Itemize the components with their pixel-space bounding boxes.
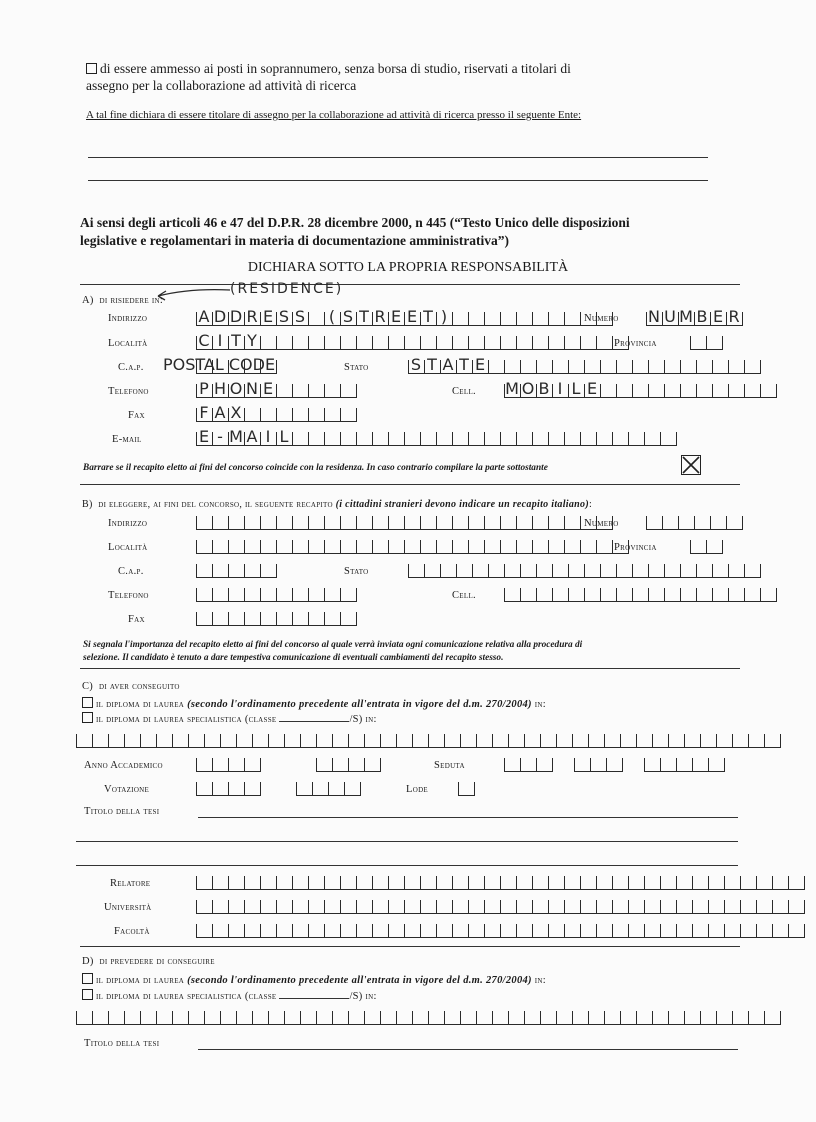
declaration-divider [80,284,740,285]
seduta-year-field[interactable] [644,757,724,772]
annotation-arrow-icon [150,286,232,302]
b-label-cell: Cell. [452,590,476,601]
recapito-note-line2: selezione. Il candidato è tenuto a dare tempestiva comunicazione di eventuali cambiamenti del recapito stesso. [83,653,504,663]
b-label-stato: Stato [344,566,369,577]
label-stato: Stato [344,362,369,373]
b-numero-field[interactable] [646,515,742,530]
legal-reference-line2: legislative e regolamentari in materia di documentazione amministrativa”) [80,233,510,248]
ente-line-1[interactable] [88,157,708,158]
d-label-titolo-tesi: Titolo della tesi [84,1038,160,1049]
check-x-icon [682,456,700,474]
declaration-title: DICHIARA SOTTO LA PROPRIA RESPONSABILITÀ [247,260,569,275]
numero-field[interactable]: N U M B E R [646,311,742,326]
label-facolta: Facoltà [114,926,150,937]
label-titolo-tesi: Titolo della tesi [84,806,160,817]
b-label-localita: Località [108,542,148,553]
assegno-statement: A tal fine dichiara di essere titolare di assegno per la collaborazione ad attività di ricerca presso il seguente Ente: [86,109,582,121]
section-b-heading: B) di eleggere, ai fini del concorso, il seguente recapito (i cittadini stranieri devono indicare un recapito italiano): [82,499,593,510]
label-relatore: Relatore [110,878,151,889]
universita-field[interactable] [196,899,804,914]
label-email: E-mail [112,434,142,445]
telefono-field[interactable]: P H O N E [196,383,356,398]
seduta-day-field[interactable] [504,757,552,772]
label-universita: Università [104,902,152,913]
soprannumero-checkbox[interactable] [86,63,97,74]
c-laurea-checkbox[interactable] [82,697,93,708]
titolo-tesi-line-2[interactable] [76,841,738,842]
section-c-divider [80,946,740,947]
b-label-fax: Fax [128,614,145,625]
section-a-divider [80,484,740,485]
section-a-heading: A) di risiedere in: [82,295,164,306]
b-label-numero: Numero [584,518,619,529]
b-label-indirizzo: Indirizzo [108,518,148,529]
label-anno-accademico: Anno Accademico [84,760,163,771]
c-specialistica-checkbox[interactable] [82,712,93,723]
b-localita-field[interactable] [196,539,628,554]
label-seduta: Seduta [434,760,465,771]
titolo-tesi-line-1[interactable] [198,817,738,818]
b-provincia-field[interactable] [690,539,722,554]
residence-annotation: (RESIDENCE) [230,281,344,297]
label-fax: Fax [128,410,145,421]
seduta-month-field[interactable] [574,757,622,772]
section-b-divider [80,668,740,669]
b-cell-field[interactable] [504,587,776,602]
same-as-residence-checkbox[interactable] [681,455,701,475]
d-option-specialistica[interactable]: il diploma di laurea specialistica (classe /S) in: [82,989,377,1002]
b-cap-field[interactable] [196,563,276,578]
label-localita: Località [108,338,148,349]
cap-field[interactable] [196,359,276,374]
provincia-field[interactable] [690,335,722,350]
email-field[interactable]: E - M A I L [196,431,676,446]
section-c-heading: C) di aver conseguito [82,681,180,692]
indirizzo-field[interactable]: A D D R E S S ( S T R E E T ) [196,311,612,326]
residence-note: Barrare se il recapito eletto ai fini del concorso coincide con la residenza. In caso contrario compilare la parte sottostante [83,463,548,473]
d-laurea-in-field[interactable] [76,1010,780,1025]
anno-from-field[interactable] [196,757,260,772]
c-option-specialistica[interactable]: il diploma di laurea specialistica (classe /S) in: [82,712,377,725]
label-cap: C.a.p. [118,362,144,373]
d-titolo-tesi-line[interactable] [198,1049,738,1050]
facolta-field[interactable] [196,923,804,938]
c-option-laurea[interactable]: il diploma di laurea (secondo l'ordinamento precedente all'entrata in vigore del d.m. 270/2004) in: [82,697,546,710]
b-label-telefono: Telefono [108,590,149,601]
cap-value: POSTAL CODE [163,355,276,374]
b-indirizzo-field[interactable] [196,515,612,530]
label-votazione: Votazione [104,784,150,795]
ente-line-2[interactable] [88,180,708,181]
c-classe-blank[interactable] [279,721,349,722]
cell-field[interactable]: M O B I L E [504,383,776,398]
relatore-field[interactable] [196,875,804,890]
label-provincia: Provincia [614,338,657,349]
label-indirizzo: Indirizzo [108,313,148,324]
votazione-base-field[interactable] [296,781,360,796]
localita-field[interactable]: C I T Y [196,335,628,350]
label-numero: Numero [584,313,619,324]
label-telefono: Telefono [108,386,149,397]
d-specialistica-checkbox[interactable] [82,989,93,1000]
b-fax-field[interactable] [196,611,356,626]
d-laurea-checkbox[interactable] [82,973,93,984]
b-label-cap: C.a.p. [118,566,144,577]
legal-reference-line1: Ai sensi degli articoli 46 e 47 del D.P.R. 28 dicembre 2000, n 445 (“Testo Unico delle disposizioni [80,215,630,230]
lode-field[interactable] [458,781,474,796]
section-d-heading: D) di prevedere di conseguire [82,956,215,967]
stato-field[interactable]: S T A T E [408,359,760,374]
anno-to-field[interactable] [316,757,380,772]
option-soprannumero[interactable]: di essere ammesso ai posti in soprannumero, senza borsa di studio, riservati a titolari di [86,61,571,77]
d-option-laurea[interactable]: il diploma di laurea (secondo l'ordinamento precedente all'entrata in vigore del d.m. 270/2004) in: [82,973,546,986]
b-label-provincia: Provincia [614,542,657,553]
titolo-tesi-line-3[interactable] [76,865,738,866]
fax-field[interactable]: F A X [196,407,356,422]
option-soprannumero-cont: assegno per la collaborazione ad attività di ricerca [86,78,357,93]
label-lode: Lode [406,784,428,795]
d-classe-blank[interactable] [279,998,349,999]
votazione-field[interactable] [196,781,260,796]
b-telefono-field[interactable] [196,587,356,602]
b-stato-field[interactable] [408,563,760,578]
recapito-note-line1: Si segnala l'importanza del recapito eletto ai fini del concorso al quale verrà inviata ogni comunicazione relativa alla procedura di [83,640,583,650]
label-cell: Cell. [452,386,476,397]
c-laurea-in-field[interactable] [76,733,780,748]
